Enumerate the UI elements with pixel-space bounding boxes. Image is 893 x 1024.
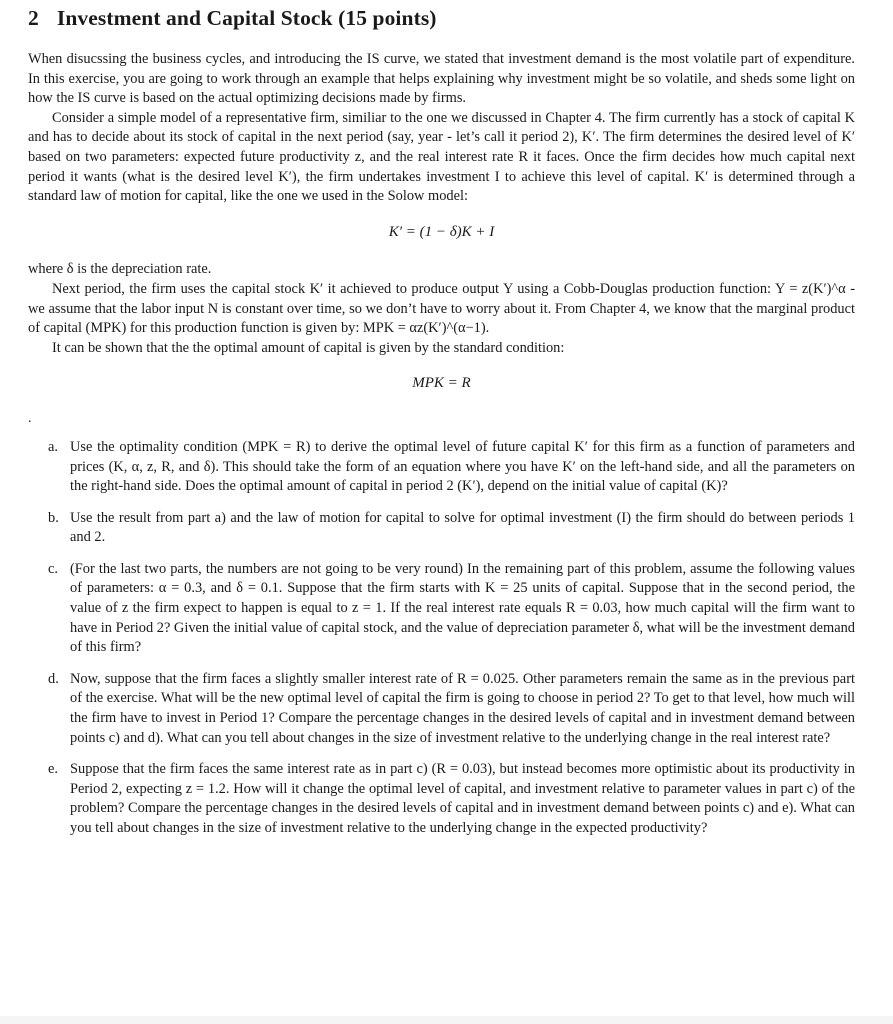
law-of-motion-equation: K′ = (1 − δ)K + I [388, 223, 495, 240]
part-label: d. [48, 670, 59, 687]
optimality-equation: MPK = R [412, 375, 471, 392]
question-part-b [28, 509, 855, 548]
question-part-c [28, 560, 855, 658]
part-text: (For the last two parts, the numbers are not going to be very round) In the remaining part of this problem, assume the following values of parameters: α = 0.3, and δ = 0.1. Suppose that the firm starts with K = 25 units of capital. Suppose that in the second period, the value of z the firm expect to happen is equal to z = 1. If the real interest rate equals R = 0.03, how much capital will the firm want to have in Period 2? Given the initial value of capital stock, and the value of depreciation parameter δ, what will be the investment demand of this firm? [70, 560, 855, 656]
part-label: a. [48, 438, 58, 455]
question-part-e [28, 760, 855, 838]
part-label: b. [48, 509, 59, 526]
section-body [28, 50, 855, 851]
part-text: Now, suppose that the firm faces a slightly smaller interest rate of R = 0.025. Other parameters remain the same as in the previous part of the exercise. What will be the new optimal level of capital the firm is going to choose in period 2? To get to that level, how much will the firm have to invest in Period 1? Compare the percentage changes in the desired levels of capital and in investment demand between points c) and d). What can you tell about changes in the size of investment relative to the underlying change in the real interest rate? [70, 670, 855, 746]
question-part-d [28, 670, 855, 748]
part-text: Use the optimality condition (MPK = R) to derive the optimal level of future capital K′ for this firm as a function of parameters and prices (K, α, z, R, and δ). This should take the form of an equation where you have K′ on the left-hand side, and all the parameters on the right-hand side. Does the optimal amount of capital in period 2 (K′), depend on the initial value of capital (K)? [70, 438, 855, 495]
part-text: Suppose that the firm faces the same interest rate as in part c) (R = 0.03), but instead becomes more optimistic about its productivity in Period 2, expecting z = 1.2. How will it change the optimal level of capital, and investment relative to parameter values in part c) of the problem? Compare the percentage changes in the desired levels of capital and in investment demand between points c) and e). What can you tell about changes in the size of investment relative to the underlying change in the expected productivity? [70, 761, 855, 836]
question-part-a [28, 438, 855, 497]
section-heading [28, 6, 437, 31]
section-title: Investment and Capital Stock (15 points) [56, 6, 437, 30]
production-paragraph: Next period, the firm uses the capital stock K′ it achieved to produce output Y using a Cobb-Douglas production function: Y = z(K′)^α - we assume that the labor input N is constant over time, so we don’t have to worry about it. From Chapter 4, we know that the marginal product of capital (MPK) for this production function is given by: MPK = αz(K′)^(α−1). [28, 280, 855, 337]
section-number: 2 [28, 6, 39, 30]
intro-paragraph: When disucssing the business cycles, and introducing the IS curve, we stated that investment demand is the most volatile part of expenditure. In this exercise, you are going to work through an example that helps explaining why investment might be so volatile, and sheds some light on how the IS curve is based on the actual optimizing decisions made by firms. [28, 51, 855, 107]
part-label: c. [48, 560, 58, 577]
where-line: where δ is the depreciation rate. [28, 261, 212, 278]
part-text: Use the result from part a) and the law of motion for capital to solve for optimal investment (I) the firm should do between periods 1 and 2. [70, 509, 855, 546]
page-bottom-band [0, 1016, 893, 1024]
model-paragraph: Consider a simple model of a representative firm, similiar to the one we discussed in Chapter 4. The firm currently has a stock of capital K and has to decide about its stock of capital in the next period (say, year - let’s call it period 2), K′. The firm determines the desired level of K′ based on two parameters: expected future productivity z, and the real interest rate R it faces. Once the firm decides how much capital next period it wants (what is the desired level K′), the firm undertakes investment I to achieve this level of capital. K′ is determined through a standard law of motion for capital, like the one we used in the Solow model: [28, 109, 855, 205]
question-parts [28, 438, 855, 839]
optimality-paragraph: It can be shown that the the optimal amount of capital is given by the standard condition: [52, 339, 565, 356]
stray-dot: . [28, 410, 32, 426]
part-label: e. [48, 761, 58, 778]
